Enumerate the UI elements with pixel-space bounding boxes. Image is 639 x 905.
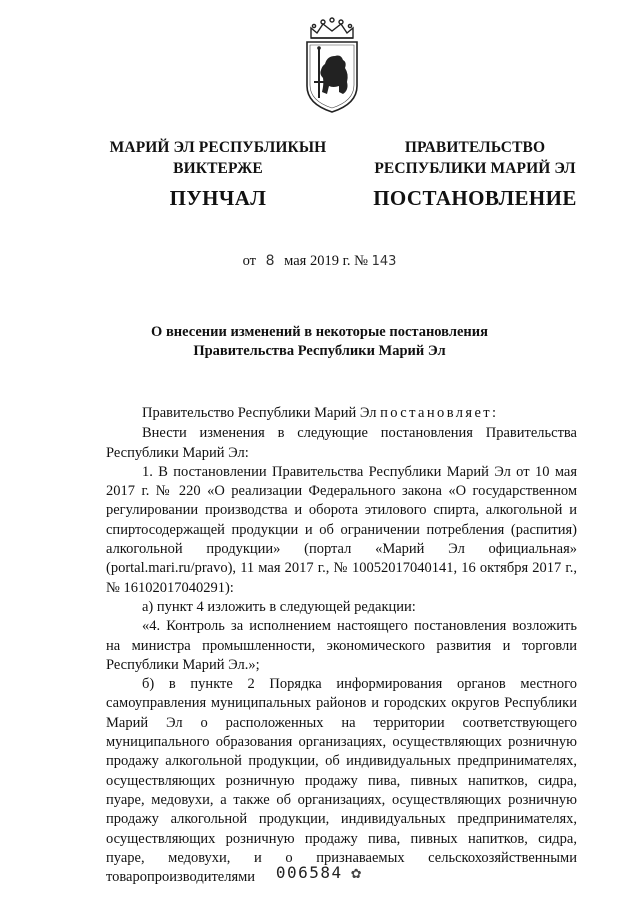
p1-text: Правительство Республики Марий Эл — [142, 405, 377, 421]
body-paragraph — [106, 404, 577, 423]
document-number: 143 — [371, 254, 397, 269]
left-org-line2: ВИКТЕРЖЕ — [173, 160, 263, 177]
title-line2: Правительства Республики Марий Эл — [193, 343, 446, 359]
right-doctype: ПОСТАНОВЛЕНИЕ — [373, 186, 577, 210]
date-prefix: от — [242, 253, 256, 269]
document-title — [0, 323, 639, 361]
serial-stamp — [0, 863, 639, 882]
body-paragraph: «4. Контроль за исполнением настоящего постановления возложить на министра промышленности, экономического развития и торговли Республики Марий Эл.»; — [106, 618, 577, 673]
right-org-line2: РЕСПУБЛИКИ МАРИЙ ЭЛ — [374, 160, 576, 177]
date-day: 8 — [265, 253, 275, 269]
left-doctype: ПУНЧАЛ — [169, 186, 267, 210]
body-paragraph: б) в пункте 2 Порядка информирования органов местного самоуправления муниципальных районов и городских округов Республики Марий Эл о расположенных на территории соответствующего муниципального образования организациях, осуществляющих розничную продажу алкогольной продукции, об индивидуальных предпринимателях, осуществляющих розничную продажу пива, пивных напитков, сидра, пуаре, медовухи, а также об организациях, осуществляющих розничную продажу алкогольной продукции, индивидуальных предпринимателях, осуществляющих розничную продажу пива, пивных напитков, сидра, пуаре, медовухи, и о признаваемых сельскохозяйственными товаропроизводителями — [106, 676, 577, 886]
body-paragraph: Внести изменения в следующие постановления Правительства Республики Марий Эл: — [106, 425, 577, 461]
date-month-year: мая 2019 г. № — [284, 253, 368, 269]
flower-stamp-icon: ✿ — [350, 867, 364, 882]
serial-number: 006584 — [275, 863, 343, 882]
p1-spaced-text: постановляет: — [380, 405, 499, 421]
coat-of-arms-icon — [297, 16, 367, 116]
header-right — [345, 137, 605, 211]
document-body — [106, 404, 577, 887]
date-line — [0, 252, 639, 271]
right-org-line1: ПРАВИТЕЛЬСТВО — [404, 139, 546, 156]
header-left — [88, 137, 348, 211]
title-line1: О внесении изменений в некоторые постановления — [151, 324, 488, 340]
left-org-line1: МАРИЙ ЭЛ РЕСПУБЛИКЫН — [109, 139, 327, 156]
body-paragraph: а) пункт 4 изложить в следующей редакции: — [142, 598, 416, 615]
body-paragraph: 1. В постановлении Правительства Республики Марий Эл от 10 мая 2017 г. № 220 «О реализации Федерального закона «О государственном регулировании производства и оборота этилового спирта, алкогольной и спиртосодержащей продукции и об ограничении потребления (распития) алкогольной продукции» (портал «Марий Эл официальная» (portal.mari.ru/pravo), 11 мая 2017 г., № 10052017040141, 16 октября 2017 г., № 16102017040291): — [106, 463, 577, 596]
